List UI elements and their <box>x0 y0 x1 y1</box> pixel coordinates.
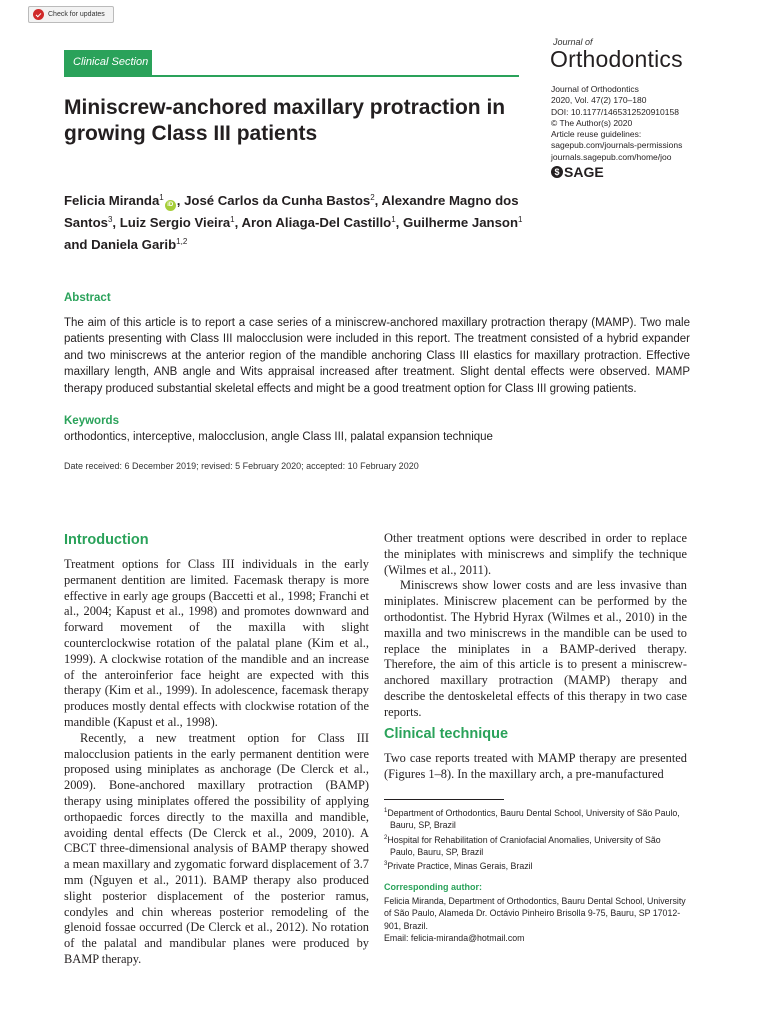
publisher-logo <box>551 164 604 180</box>
journal-of-label: Journal of <box>553 37 593 47</box>
author-name: Guilherme Janson <box>402 215 519 230</box>
dates-received: Date received: 6 December 2019; revised: 5 February 2020; accepted: 10 February 2020 <box>64 461 419 471</box>
author-affiliation: 1 <box>159 193 164 202</box>
keywords-heading: Keywords <box>64 415 119 427</box>
keywords-text: orthodontics, interceptive, malocclusion, angle Class III, palatal expansion technique <box>64 431 493 443</box>
author-separator: , <box>176 193 185 208</box>
author-affiliation: 1,2 <box>176 236 188 246</box>
author-list <box>64 189 544 254</box>
abstract-text: The aim of this article is to report a case series of a miniscrew-anchored maxillary protraction therapy (MAMP). Two male patients presenting with Class III malocclusion were included in this report. The treatment consisted of a hybrid expander and two miniscrews at the anterior region of the mandible anchoring Class III elastics for maxillary protraction. Effective maxillary length, ANB angle and Wits appraisal increased after treatment. Slight dental effects were observed. MAMP therapy produced substantial skeletal effects and might be a good treatment option for Class III growing patients. <box>64 317 690 395</box>
clinical-technique-heading: Clinical technique <box>384 726 509 742</box>
orcid-icon[interactable]: iD <box>165 200 176 211</box>
affiliation-number: 2 <box>384 834 388 841</box>
check-for-updates-button[interactable] <box>28 6 114 23</box>
article-title: Miniscrew-anchored maxillary protraction in growing Class III patients <box>64 96 506 145</box>
author-name: Daniela Garib <box>91 236 177 252</box>
author-affiliation: 1 <box>391 215 396 224</box>
section-rule <box>64 75 519 77</box>
journal-meta-line[interactable]: DOI: 10.1177/1465312520910158 <box>551 106 679 117</box>
affiliation-number: 3 <box>384 861 388 868</box>
author-separator: , <box>395 215 403 230</box>
update-check-icon <box>33 9 44 20</box>
journal-name: Orthodontics <box>550 46 683 72</box>
journal-meta-line: © The Author(s) 2020 <box>551 117 633 128</box>
author-name: Luiz Sergio Vieira <box>119 215 231 230</box>
author-affiliation: 3 <box>107 215 113 224</box>
affiliation-item <box>384 858 688 872</box>
author-name: Felicia Miranda <box>64 193 160 208</box>
clinical-technique-body <box>384 751 687 783</box>
footnote-rule <box>384 799 504 800</box>
sage-mark-icon: $ <box>551 166 563 178</box>
corresponding-author-details <box>384 895 688 944</box>
right-column-body <box>384 531 687 721</box>
author-separator: , <box>112 215 120 230</box>
corresponding-address: Felicia Miranda, Department of Orthodontics, Bauru Dental School, University of São Paulo, Alameda Dr. Octávio Pinheiro Brisolla 9-75, Bauru, SP 17012-901, Brazil. <box>384 896 686 931</box>
paragraph: Other treatment options were described in order to replace the miniplates with miniscrews and simplify the technique (Wilmes et al., 2011). <box>384 531 687 577</box>
corresponding-email[interactable]: Email: felicia-miranda@hotmail.com <box>384 932 525 943</box>
affiliation-item <box>384 805 688 832</box>
affiliations <box>384 805 688 872</box>
journal-meta-line[interactable]: sagepub.com/journals-permissions <box>551 140 683 151</box>
corresponding-author-heading: Corresponding author: <box>384 882 482 892</box>
introduction-body <box>64 557 369 968</box>
journal-meta-line[interactable]: journals.sagepub.com/home/joo <box>551 151 672 162</box>
journal-meta-line: Journal of Orthodontics <box>551 84 639 94</box>
author-separator: , <box>374 193 382 208</box>
abstract-heading: Abstract <box>64 292 111 304</box>
affiliation-item <box>384 832 688 859</box>
author-separator: , <box>234 215 242 230</box>
author-separator: and <box>64 236 92 252</box>
paragraph: Recently, a new treatment option for Class III malocclusion patients in the early permanent dentition were proposed using miniplates as anchorage (De Clerck et al., 2009). Bone-anchored maxillary protraction (BAMP) therapy using miniplates offered the possibility of applying orthopaedic forces directly to the maxilla and mandible, avoiding dental effects (De Clerck et al., 2009, 2010). A CBCT three-dimensional analysis of BAMP therapy showed a mean maxillary and zygomatic forward displacement of 3.7 mm (Nguyen et al., 2011). BAMP therapy also produced slight posterior displacement of the posterior ramus, condyles and chin whereas posterior remodeling of the glenoid fossae occurred (De Clerck et al., 2012). No rotation of the palatal and mandibular planes were produced by BAMP therapy. <box>64 730 369 966</box>
author-name: José Carlos da Cunha Bastos <box>184 193 371 208</box>
check-for-updates-label: Check for updates <box>48 11 105 18</box>
paragraph: Miniscrews show lower costs and are less invasive than miniplates. Miniscrew placement can be performed by the orthodontist. The Hybrid Hyrax (Wilmes et al., 2010) in the maxilla and two miniscrews in the mandible can be used to replace the miniplates in a BAMP-derived therapy. Therefore, the aim of this article is to present a miniscrew-anchored maxillary protraction (MAMP) therapy and describe the dentoskeletal effects of this therapy in two case reports. <box>384 578 687 719</box>
journal-meta-line: 2020, Vol. 47(2) 170–180 <box>551 95 647 106</box>
author-affiliation: 2 <box>370 193 375 202</box>
affiliation-text: Department of Orthodontics, Bauru Dental School, University of São Paulo, Bauru, SP, Brazil <box>387 808 680 831</box>
journal-meta-line: Article reuse guidelines: <box>551 129 642 140</box>
affiliation-number: 1 <box>384 808 388 814</box>
paragraph: Treatment options for Class III individuals in the early permanent dentition are limited. Facemask therapy is more effective in early age groups (Baccetti et al., 1998; Franchi et al., 2004; Kapust et al., 1998) and promotes downward and forward movement of the maxilla with slight counterclockwise rotation of the palatal plane (Kim et al., 1999). A clockwise rotation of the mandible and an increase of the anteroinferior face height are expected with this therapy (Kim et al., 1999). In adolescence, facemask therapy produces mostly dental effects with clockwise rotation of the mandible (Kapust et al., 1998). <box>64 557 369 729</box>
affiliation-text: Private Practice, Minas Gerais, Brazil <box>387 861 533 872</box>
introduction-heading: Introduction <box>64 532 149 548</box>
author-affiliation: 1 <box>518 215 523 224</box>
author-name: Aron Aliaga-Del Castillo <box>241 215 392 230</box>
section-label: Clinical Section <box>64 50 152 75</box>
affiliation-text: Hospital for Rehabilitation of Craniofacial Anomalies, University of São Paulo, Bauru, SP, Brazil <box>387 834 661 857</box>
author-affiliation: 1 <box>230 215 235 224</box>
journal-meta <box>551 84 682 163</box>
publisher-name: SAGE <box>564 164 604 180</box>
author-name: Alexandre Magno dos Santos <box>64 193 519 230</box>
paragraph: Two case reports treated with MAMP therapy are presented (Figures 1–8). In the maxillary arch, a pre-manufactured <box>384 751 687 781</box>
